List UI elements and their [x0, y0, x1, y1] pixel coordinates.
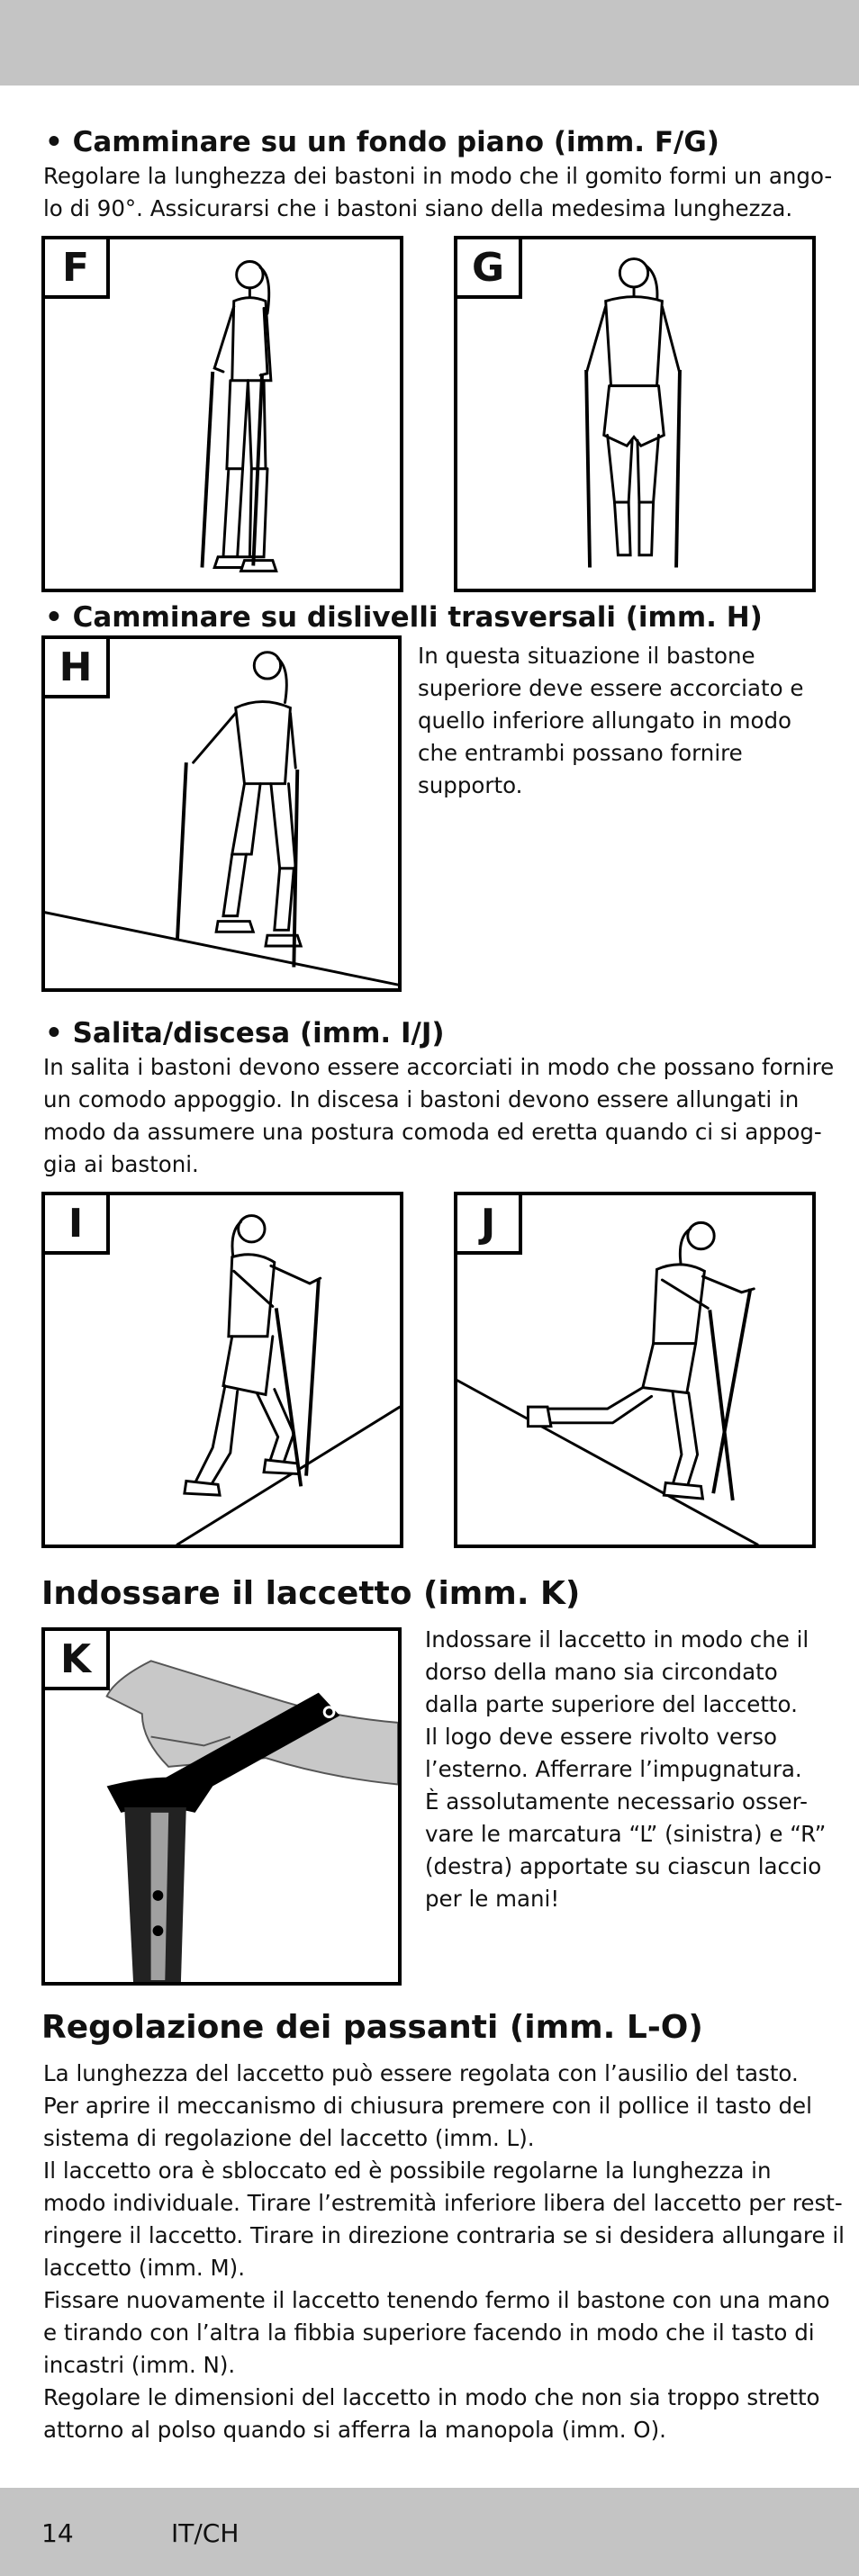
text-line: (destra) apportate su ciascun laccio — [425, 1853, 822, 1879]
figure-j — [454, 1192, 816, 1548]
text-line: lo di 90°. Assicurarsi che i bastoni siano della medesima lunghezza. — [43, 195, 793, 221]
text-line: per le mani! — [425, 1886, 560, 1912]
figure-label: H — [45, 639, 110, 698]
figure-k — [41, 1627, 402, 1986]
figure-label: I — [45, 1195, 110, 1255]
footer-band — [0, 2488, 859, 2576]
text-line: modo individuale. Tirare l’estremità inferiore libera del laccetto per rest- — [43, 2190, 843, 2216]
text-line: vare le marcatura “L” (sinistra) e “R” — [425, 1821, 827, 1847]
text-line: È assolutamente necessario osser- — [425, 1788, 808, 1815]
figure-i — [41, 1192, 403, 1548]
paragraph-flat-ground — [43, 160, 832, 225]
figure-label: F — [45, 239, 110, 299]
text-line: dorso della mano sia circondato — [425, 1659, 778, 1685]
text-line: ringere il laccetto. Tirare in direzione contraria se si desidera allungare il — [43, 2222, 845, 2248]
text-line: Regolare la lunghezza dei bastoni in modo che il gomito formi un ango- — [43, 163, 833, 189]
header-band — [0, 0, 859, 86]
text-line: incastri (imm. N). — [43, 2352, 236, 2378]
text-line: attorno al polso quando si afferra la manopola (imm. O). — [43, 2417, 666, 2443]
figure-f — [41, 236, 403, 592]
paragraph-climb-descent — [43, 1051, 834, 1181]
figure-g — [454, 236, 816, 592]
text-line: che entrambi possano fornire — [418, 740, 743, 766]
text-line: superiore deve essere accorciato e — [418, 675, 804, 701]
text-line: un comodo appoggio. In discesa i bastoni devono essere allungati in — [43, 1086, 800, 1112]
text-line: In salita i bastoni devono essere accorciati in modo che possano fornire — [43, 1054, 835, 1080]
figure-label: G — [457, 239, 522, 299]
paragraph-strap-adjustment — [43, 2058, 845, 2446]
heading-flat-ground: • Camminare su un fondo piano (imm. F/G) — [45, 126, 719, 158]
text-line: La lunghezza del laccetto può essere regolata con l’ausilio del tasto. — [43, 2060, 799, 2086]
text-line: sistema di regolazione del laccetto (imm. L). — [43, 2125, 535, 2151]
text-line: Per aprire il meccanismo di chiusura premere con il pollice il tasto del — [43, 2093, 812, 2119]
heading-climb-descent: • Salita/discesa (imm. I/J) — [45, 1017, 445, 1049]
paragraph-sloped-ground — [418, 640, 803, 802]
text-line: Il laccetto ora è sbloccato ed è possibile regolarne la lunghezza in — [43, 2157, 772, 2184]
text-line: Indossare il laccetto in modo che il — [425, 1626, 809, 1653]
heading-strap-adjustment: Regolazione dei passanti (imm. L-O) — [41, 2009, 703, 2046]
text-line: Fissare nuovamente il laccetto tenendo fermo il bastone con una mano — [43, 2287, 830, 2313]
language-code: IT/CH — [171, 2518, 240, 2548]
figure-label: J — [457, 1195, 522, 1255]
text-line: supporto. — [418, 772, 523, 798]
text-line: In questa situazione il bastone — [418, 643, 755, 669]
text-line: gia ai bastoni. — [43, 1151, 199, 1177]
figure-h — [41, 635, 402, 992]
page-number: 14 — [41, 2518, 74, 2548]
paragraph-strap — [425, 1624, 826, 1915]
text-line: modo da assumere una postura comoda ed eretta quando ci si appog- — [43, 1119, 822, 1145]
text-line: Il logo deve essere rivolto verso — [425, 1724, 777, 1750]
text-line: quello inferiore allungato in modo — [418, 707, 791, 734]
heading-strap: Indossare il laccetto (imm. K) — [41, 1575, 581, 1612]
text-line: laccetto (imm. M). — [43, 2255, 245, 2281]
text-line: dalla parte superiore del laccetto. — [425, 1691, 798, 1717]
text-line: e tirando con l’altra la fibbia superiore facendo in modo che il tasto di — [43, 2319, 815, 2346]
figure-label: K — [45, 1631, 110, 1690]
heading-sloped-ground: • Camminare su dislivelli trasversali (imm. H) — [45, 601, 763, 634]
text-line: Regolare le dimensioni del laccetto in modo che non sia troppo stretto — [43, 2384, 820, 2410]
text-line: l’esterno. Afferrare l’impugnatura. — [425, 1756, 802, 1782]
